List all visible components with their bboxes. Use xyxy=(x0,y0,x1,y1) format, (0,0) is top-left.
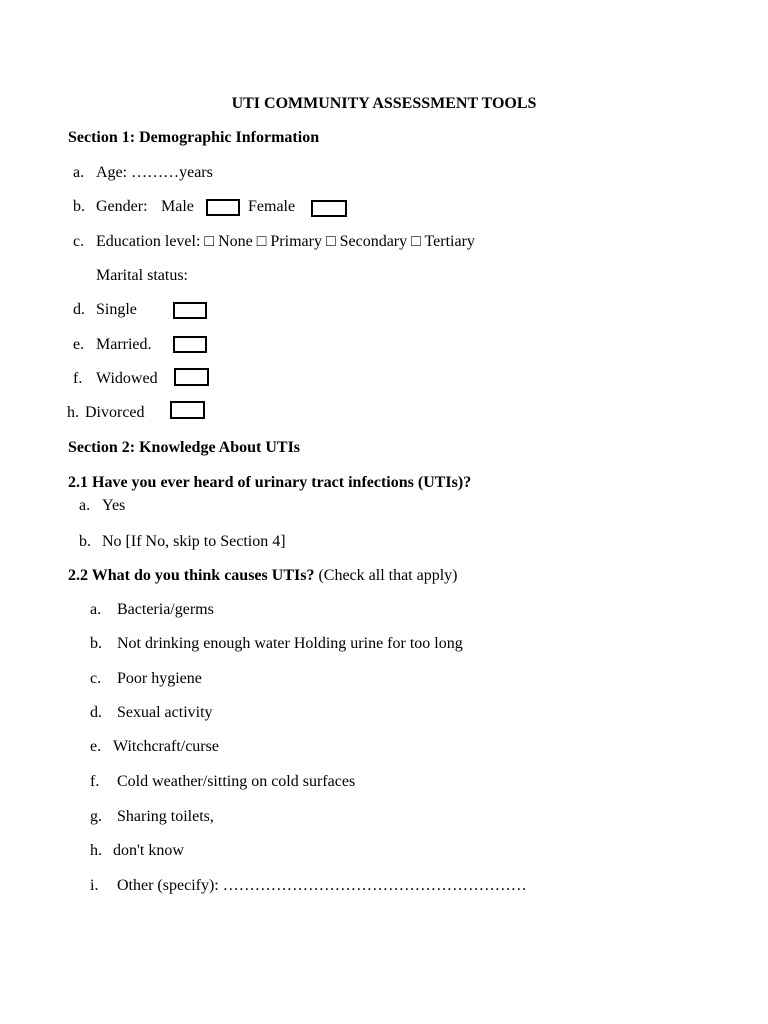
list-marker: e. xyxy=(73,336,85,353)
marital-option-label: Single xyxy=(96,301,137,318)
gender-female-checkbox[interactable] xyxy=(311,200,347,217)
gender-female-label: Female xyxy=(248,198,296,215)
question-2-2-note: (Check all that apply) xyxy=(318,567,458,584)
marital-option-label: Divorced xyxy=(85,404,145,421)
list-marker: h. xyxy=(90,842,102,859)
section-1-heading: Section 1: Demographic Information xyxy=(68,129,320,146)
section-2-heading: Section 2: Knowledge About UTIs xyxy=(68,439,301,456)
question-number: 2.1 xyxy=(68,474,88,491)
cause-option[interactable]: Poor hygiene xyxy=(117,670,202,687)
list-marker: a. xyxy=(73,164,85,181)
cause-option[interactable]: Sharing toilets, xyxy=(117,808,214,825)
answer-option[interactable]: No [If No, skip to Section 4] xyxy=(102,533,286,550)
marital-widowed-checkbox[interactable] xyxy=(174,368,209,386)
marital-married-checkbox[interactable] xyxy=(173,336,207,353)
cause-option[interactable]: Witchcraft/curse xyxy=(113,738,219,755)
list-marker: d. xyxy=(90,704,102,721)
marital-status-label: Marital status: xyxy=(96,267,188,284)
marital-divorced-checkbox[interactable] xyxy=(170,401,205,419)
list-marker: c. xyxy=(73,233,85,250)
list-marker: d. xyxy=(73,301,85,318)
cause-option[interactable]: Not drinking enough water Holding urine for too long xyxy=(117,635,463,652)
list-marker: f. xyxy=(90,773,100,790)
list-marker: a. xyxy=(90,601,102,618)
answer-option[interactable]: Yes xyxy=(102,497,126,514)
cause-option[interactable]: Sexual activity xyxy=(117,704,213,721)
gender-male-label: Male xyxy=(161,198,194,215)
question-2-2-text: 2.2 What do you think causes UTIs? xyxy=(68,567,315,584)
list-marker: c. xyxy=(90,670,102,687)
question-2-1-text: Have you ever heard of urinary tract infections (UTIs)? xyxy=(92,474,472,491)
marital-option-label: Widowed xyxy=(96,370,158,387)
marital-option-label: Married. xyxy=(96,336,152,353)
list-marker: f. xyxy=(73,370,83,387)
age-field[interactable]: Age: ………years xyxy=(96,164,213,181)
marital-single-checkbox[interactable] xyxy=(173,302,207,319)
list-marker: b. xyxy=(73,198,85,215)
education-level-options[interactable]: Education level: □ None □ Primary □ Secondary □ Tertiary xyxy=(96,233,475,250)
gender-label: Gender: xyxy=(96,198,148,215)
list-marker: a. xyxy=(79,497,91,514)
list-marker: h. xyxy=(67,404,79,421)
list-marker: g. xyxy=(90,808,102,825)
list-marker: e. xyxy=(90,738,102,755)
other-specify-field[interactable]: Other (specify): ………………………………………………… xyxy=(117,877,527,894)
cause-option[interactable]: Cold weather/sitting on cold surfaces xyxy=(117,773,356,790)
cause-option[interactable]: don't know xyxy=(113,842,184,859)
list-marker: b. xyxy=(79,533,91,550)
cause-option[interactable]: Bacteria/germs xyxy=(117,601,214,618)
list-marker: b. xyxy=(90,635,102,652)
document-title: UTI COMMUNITY ASSESSMENT TOOLS xyxy=(231,95,537,112)
list-marker: i. xyxy=(90,877,99,894)
gender-male-checkbox[interactable] xyxy=(206,199,240,216)
